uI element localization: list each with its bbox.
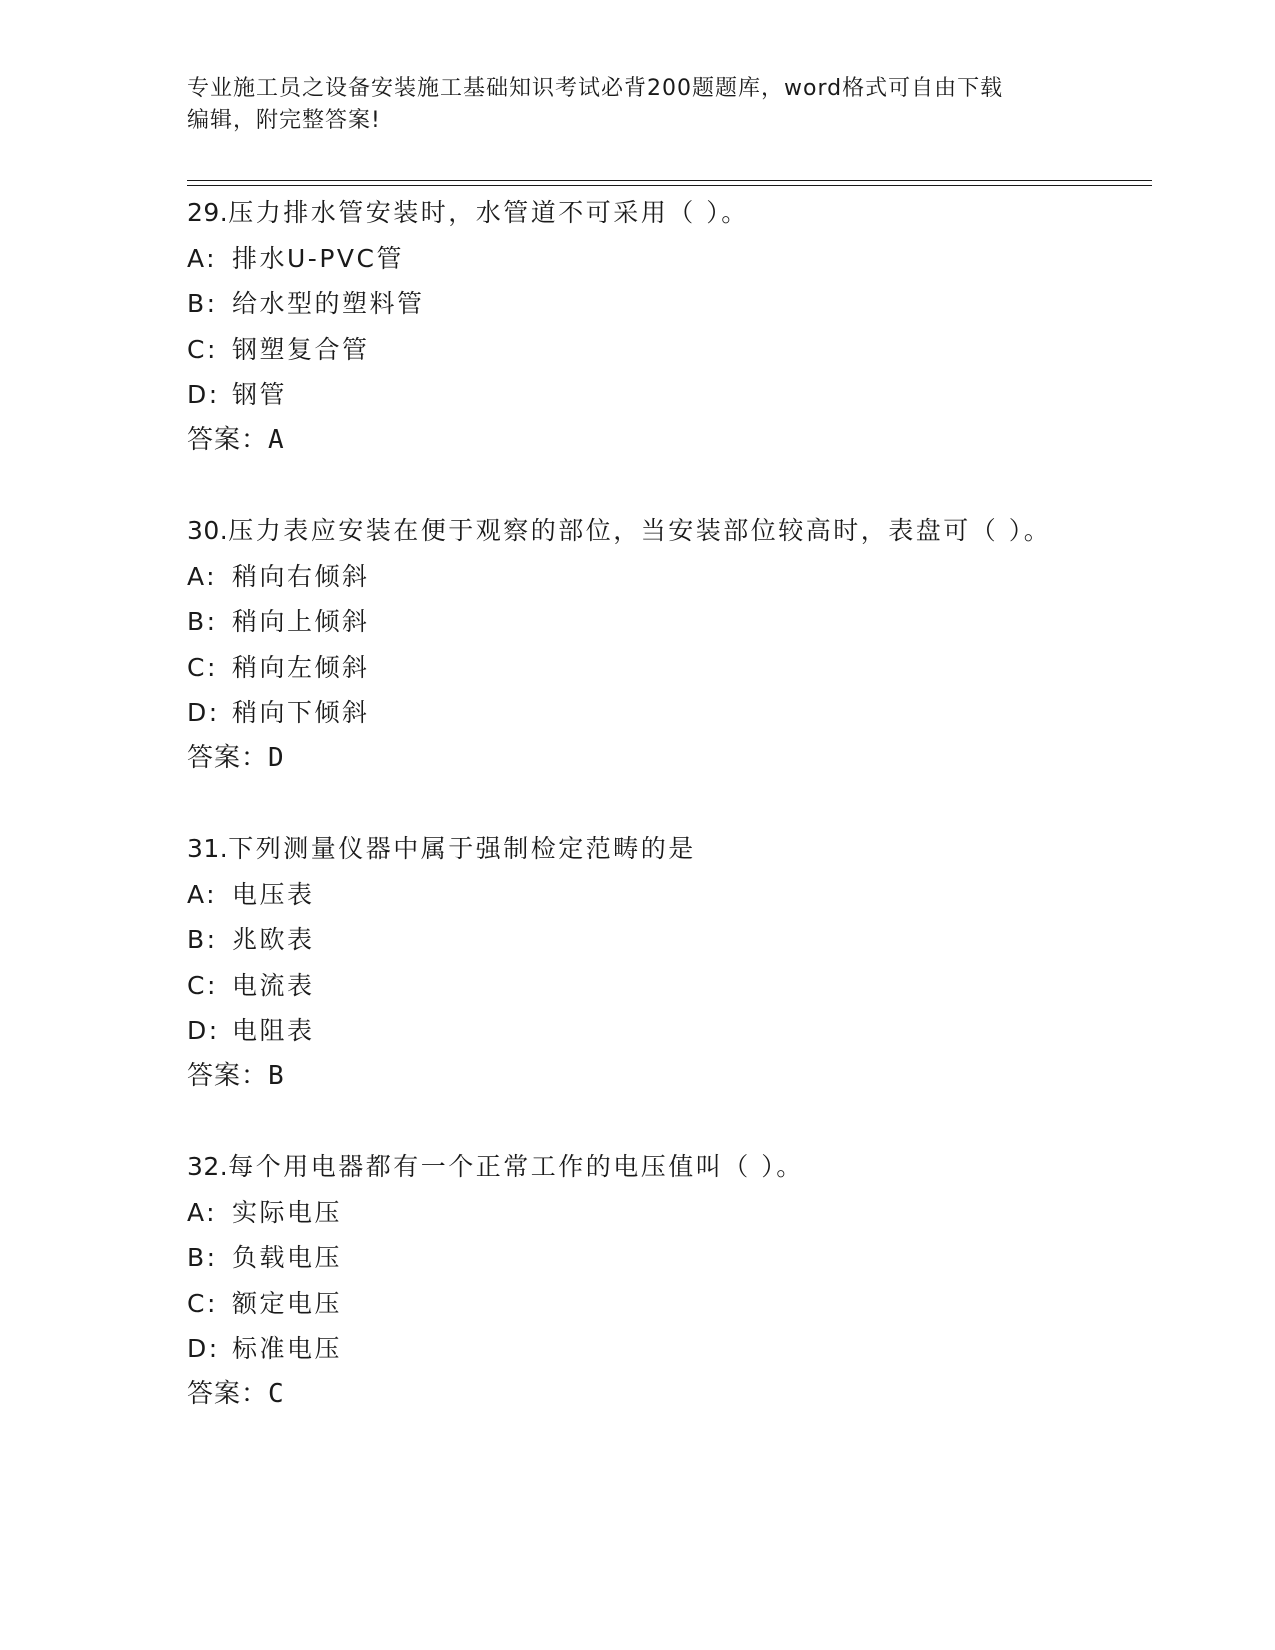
option-key: B: — [187, 607, 218, 636]
answer-label: 答案： — [187, 1060, 269, 1091]
option-text: 给水型的塑料管 — [232, 289, 425, 318]
option-key: C: — [187, 1288, 218, 1318]
document-header — [187, 73, 1067, 137]
answer-label: 答案： — [187, 424, 269, 455]
option-text: 稍向上倾斜 — [232, 607, 370, 636]
option-key: D: — [187, 380, 220, 409]
question-32 — [187, 1144, 1067, 1417]
option-b — [187, 281, 1067, 327]
option-text: 稍向右倾斜 — [232, 561, 370, 591]
option-text: 兆欧表 — [232, 925, 315, 954]
option-d — [187, 1326, 1067, 1372]
option-text: 稍向左倾斜 — [232, 652, 370, 682]
answer-line — [187, 1372, 1067, 1418]
answer-value: A — [268, 424, 285, 455]
question-list — [187, 190, 1067, 1462]
option-key: D: — [187, 698, 220, 727]
question-stem — [187, 508, 1067, 554]
option-d — [187, 1008, 1067, 1054]
answer-value: D — [268, 742, 285, 773]
option-key: A: — [187, 879, 218, 909]
answer-value: B — [268, 1060, 285, 1091]
option-key: C: — [187, 334, 218, 364]
option-key: B: — [187, 925, 218, 954]
option-a — [187, 872, 1067, 918]
answer-line — [187, 736, 1067, 782]
answer-line — [187, 418, 1067, 464]
option-text: 稍向下倾斜 — [232, 698, 370, 727]
option-text: 钢塑复合管 — [232, 334, 370, 364]
question-31 — [187, 826, 1067, 1099]
question-30 — [187, 508, 1067, 781]
option-key: C: — [187, 970, 218, 1000]
option-b — [187, 917, 1067, 963]
option-text: 负载电压 — [232, 1243, 343, 1272]
option-a — [187, 236, 1067, 282]
option-a — [187, 1190, 1067, 1236]
option-key: A: — [187, 1197, 218, 1227]
option-c — [187, 327, 1067, 373]
question-number: 29. — [187, 198, 229, 227]
option-b — [187, 1235, 1067, 1281]
answer-line — [187, 1054, 1067, 1100]
question-number: 31. — [187, 834, 229, 863]
option-key: C: — [187, 652, 218, 682]
answer-label: 答案： — [187, 1378, 269, 1409]
option-key: D: — [187, 1334, 220, 1363]
option-text: 实际电压 — [232, 1197, 343, 1227]
question-text: 下列测量仪器中属于强制检定范畴的是 — [228, 834, 696, 863]
option-b — [187, 599, 1067, 645]
option-c — [187, 1281, 1067, 1327]
option-c — [187, 645, 1067, 691]
question-stem — [187, 826, 1067, 872]
option-key: A: — [187, 243, 218, 273]
question-number: 32. — [187, 1152, 229, 1181]
question-29 — [187, 190, 1067, 463]
option-c — [187, 963, 1067, 1009]
option-text: 电阻表 — [232, 1016, 315, 1045]
header-divider-top — [187, 180, 1152, 181]
option-key: D: — [187, 1016, 220, 1045]
question-text: 每个用电器都有一个正常工作的电压值叫（ ）。 — [228, 1152, 804, 1181]
option-d — [187, 690, 1067, 736]
header-line-2: 编辑，附完整答案! — [187, 108, 381, 133]
option-a — [187, 554, 1067, 600]
answer-value: C — [268, 1378, 285, 1409]
option-text: 额定电压 — [232, 1288, 343, 1318]
option-key: B: — [187, 1243, 218, 1272]
question-text: 压力排水管安装时，水管道不可采用（ ）。 — [228, 198, 749, 227]
option-text: 电流表 — [232, 970, 315, 1000]
option-key: B: — [187, 289, 218, 318]
question-stem — [187, 1144, 1067, 1190]
option-text: 钢管 — [232, 380, 288, 409]
header-line-1: 专业施工员之设备安装施工基础知识考试必背200题题库，word格式可自由下载 — [187, 76, 1004, 101]
header-divider-bottom — [187, 185, 1152, 186]
question-number: 30. — [187, 516, 229, 545]
option-text: 标准电压 — [232, 1334, 343, 1363]
option-key: A: — [187, 561, 218, 591]
option-d — [187, 372, 1067, 418]
answer-label: 答案： — [187, 742, 269, 773]
question-stem — [187, 190, 1067, 236]
option-text: 电压表 — [232, 879, 315, 909]
option-text: 排水U-PVC管 — [232, 243, 404, 273]
question-text: 压力表应安装在便于观察的部位，当安装部位较高时，表盘可（ ）。 — [228, 516, 1052, 545]
